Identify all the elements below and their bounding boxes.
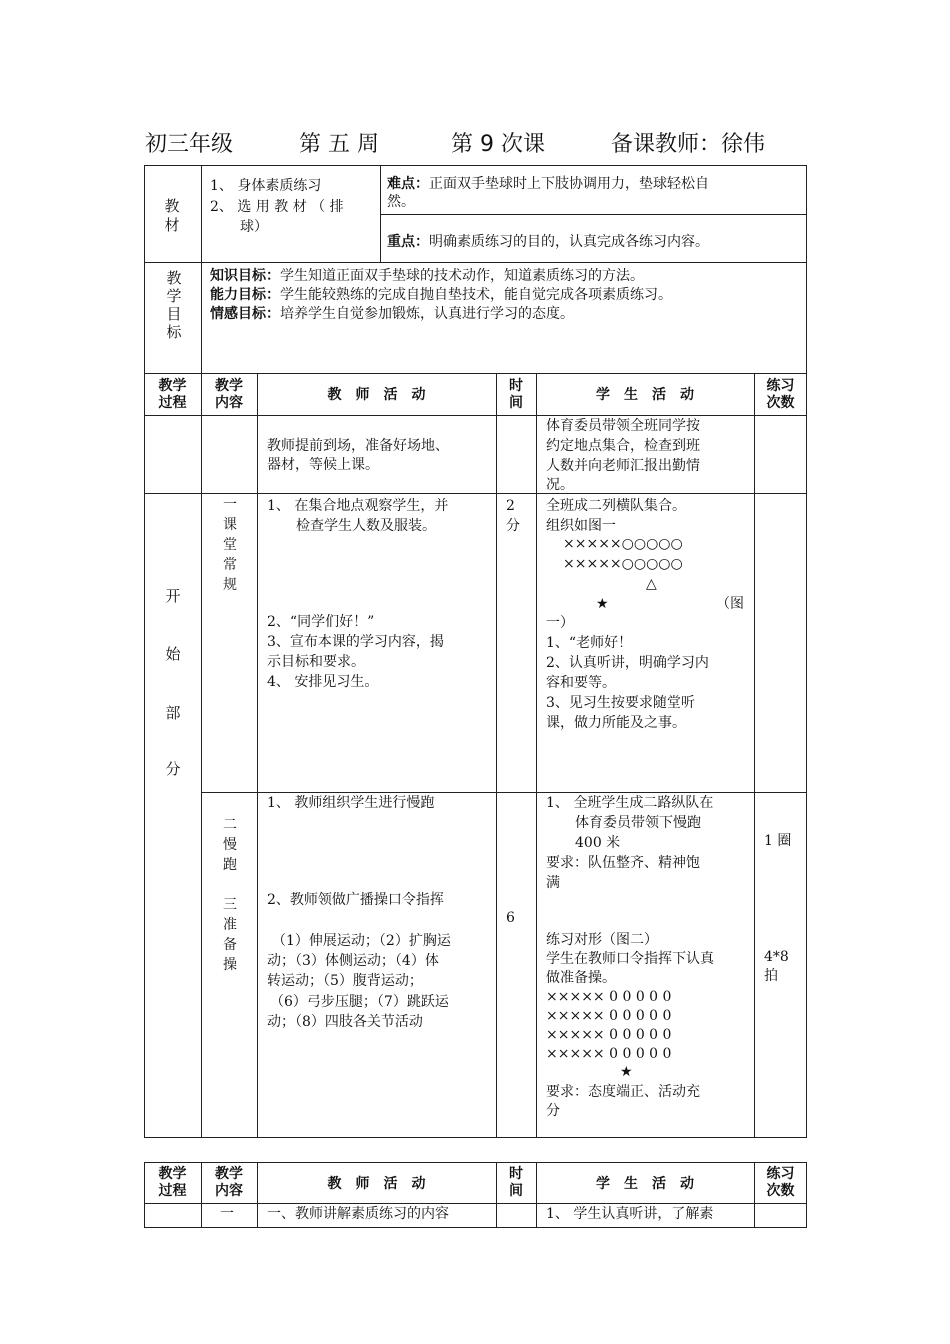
part1-teacher-1: 1、 在集合地点观察学生，并 [267,498,449,514]
part1-student-greet: 1、“老师好！ [546,635,633,651]
part1-teacher-6: 4、 安排见习生。 [267,674,379,690]
part2-student-7: 学生在教师口令指挥下认真 [546,951,714,967]
part2-student-4: 要求：队伍整齐、精神饱 [546,855,700,871]
week: 第 五 周 [299,132,379,157]
header2-time: 时 间 [509,1166,523,1199]
part1-content: 一 课 堂 常 规 [223,497,237,593]
header-time: 时 间 [509,378,523,411]
part1-student-observer: 3、见习生按要求随堂听 [546,695,695,711]
pre-student-line-3: 人数并向老师汇报出勤情 [546,458,700,474]
part2-teacher-7: 动；（8）四肢各关节活动 [267,1014,423,1030]
section-label-2: 始 [165,645,181,663]
difficulty-cont: 然。 [387,194,415,210]
table2-teacher: 一、教师讲解素质练习的内容 [267,1206,449,1222]
ability-objective: 能力目标：学生能较熟练的完成自抛自垫技术，能自觉完成各项素质练习。 [210,287,672,303]
grade: 初三年级 [145,132,234,157]
part1-student-2: 组织如图一 [546,518,616,534]
header2-count: 练习 次数 [766,1166,795,1199]
formation-row-1: ×××××○○○○○ [563,536,683,552]
part2-count-1: 1 圈 [764,833,792,849]
table2-student: 1、 学生认真听讲，了解素 [546,1206,714,1222]
pre-student-line-2: 约定地点集合，检查到班 [546,438,700,454]
part2-student-5: 满 [546,875,560,891]
part2-content: 二 慢 跑 三 准 备 操 [223,817,237,973]
key-point: 重点：明确素质练习的目的，认真完成各练习内容。 [387,234,709,250]
knowledge-objective: 知识目标：学生知道正面双手垫球的技术动作，知道素质练习的方法。 [210,268,644,284]
material-item-1: 1、 身体素质练习 [210,178,322,194]
header-teacher: 教 师 活 动 [327,387,426,403]
part2-count-3: 拍 [764,968,778,984]
formation2-row-1: ××××× 0 0 0 0 0 [546,989,672,1005]
pre-student-line-4: 况。 [546,477,574,493]
pre-teacher-line-2: 器材，等候上课。 [267,457,379,473]
star-marker-1: ★ [596,596,609,612]
part2-time: 6 [506,910,515,926]
part1-student-1: 全班成二列横队集合。 [546,498,686,514]
header-student: 学 生 活 动 [596,387,694,403]
header2-process: 教学 过程 [158,1166,187,1199]
part1-teacher-2: 检查学生人数及服装。 [296,518,436,534]
part1-student-observer-cont: 课，做力所能及之事。 [546,715,686,731]
part2-student-1: 1、 全班学生成二路纵队在 [546,795,714,811]
header-process: 教学 过程 [158,378,187,411]
difficulty: 难点：正面双手垫球时上下肢协调用力，垫球轻松自 [387,176,709,192]
part1-teacher-5: 示目标和要求。 [267,654,365,670]
part2-teacher-2: 2、教师领做广播操口令指挥 [267,892,444,908]
emotion-objective: 情感目标：培养学生自觉参加锻炼，认真进行学习的态度。 [210,306,574,322]
part2-teacher-5: 转运动；（5）腹背运动； [267,973,423,989]
part2-student-2: 体育委员带领下慢跑 [575,815,701,831]
part1-teacher-3: 2、“同学们好！” [267,614,375,630]
header-count: 练习 次数 [766,378,795,411]
formation-row-2: ×××××○○○○○ [563,556,683,572]
header2-content: 教学 内容 [215,1166,243,1199]
header-content: 教学 内容 [215,378,243,411]
part1-time: 2 分 [506,498,520,534]
star-marker-2: ★ [620,1064,633,1080]
part2-student-req-cont: 分 [546,1103,560,1119]
part2-student-req: 要求：态度端正、活动充 [546,1084,700,1100]
part2-student-6: 练习对形（图二） [546,932,658,948]
objectives-label: 教 学 目 标 [166,269,182,341]
part1-student-listen-cont: 容和要等。 [546,675,616,691]
formation2-row-3: ××××× 0 0 0 0 0 [546,1027,672,1043]
part2-teacher-4: 动；（3）体侧运动；（4）体 [267,953,439,969]
part2-student-3: 400 米 [575,835,621,851]
lesson-title [145,127,825,161]
pre-student-line-1: 体育委员带领全班同学按 [546,418,700,434]
part1-student-listen: 2、认真听讲，明确学习内 [546,655,709,671]
section-label-4: 分 [165,760,181,778]
header2-student: 学 生 活 动 [596,1176,694,1192]
section-label-1: 开 [165,587,181,605]
material-item-2: 2、 选 用 教 材 （ 排 [210,199,344,215]
formation2-row-2: ××××× 0 0 0 0 0 [546,1008,672,1024]
section-label-3: 部 [165,704,181,722]
figure-1-label-cont: 一） [546,615,574,631]
material-item-3: 球） [240,219,268,235]
figure-1-label: （图 [716,596,744,612]
table2-content: 一 [220,1206,234,1222]
pre-teacher-line-1: 教师提前到场，准备好场地、 [267,438,449,454]
formation2-row-4: ××××× 0 0 0 0 0 [546,1046,672,1062]
lesson-number: 第 9 次课 [451,132,545,157]
part2-student-8: 做准备操。 [546,970,616,986]
part2-count-2: 4*8 [764,949,789,965]
part1-teacher-4: 3、宣布本课的学习内容，揭 [267,634,444,650]
part2-teacher-6: （6）弓步压腿；（7）跳跃运 [270,994,449,1010]
part2-teacher-1: 1、 教师组织学生进行慢跑 [267,795,435,811]
teacher-name: 备课教师：徐伟 [611,132,766,157]
materials-label: 教 材 [164,197,180,234]
triangle-marker: △ [646,576,657,592]
header2-teacher: 教 师 活 动 [327,1176,426,1192]
part2-teacher-3: （1）伸展运动；（2）扩胸运 [272,933,451,949]
